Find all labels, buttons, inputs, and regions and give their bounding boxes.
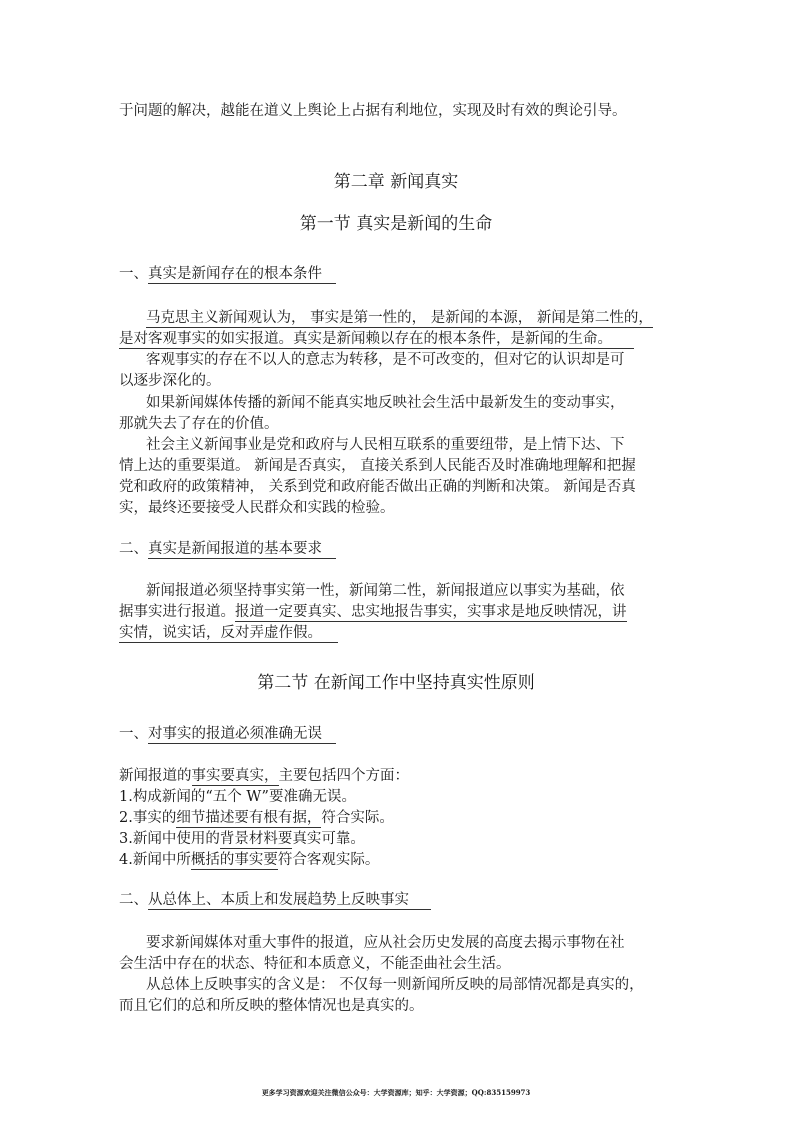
s2-item4: 4.新闻中所概括的事实要符合客观实际。 <box>119 852 380 868</box>
top-line: 于问题的解决，越能在道义上舆论上占据有利地位，实现及时有效的舆论引导。 <box>119 103 627 119</box>
chapter-title: 第二章 新闻真实 <box>333 172 459 192</box>
s2-item2: 2.事实的细节描述要有根有据，符合实际。 <box>119 810 394 826</box>
footer-note: 更多学习资源欢迎关注微信公众号：大学资源库；知乎：大学资源；QQ:835159973 <box>261 1088 531 1097</box>
s1-p1-line2: 是对客观事实的如实报道。真实是新闻赖以存在的根本条件，是新闻的生命。 <box>119 329 634 349</box>
s2-heading1 <box>119 724 336 744</box>
s2-heading1-text: 对事实的报道必须准确无误 <box>148 726 336 744</box>
s2-p1-line2: 会生活中存在的状态、特征和本质意义，不能歪曲社会生活。 <box>119 956 511 972</box>
s1-heading1-text: 真实是新闻存在的根本条件 <box>148 266 336 284</box>
s2-p2-line1: 从总体上反映事实的含义是： 不仅每一则新闻所反映的局部情况都是真实的， <box>146 977 644 993</box>
section1-title: 第一节 真实是新闻的生命 <box>299 214 493 234</box>
s1-heading2 <box>119 539 336 559</box>
s1-p4-line4: 实，最终还要接受人民群众和实践的检验。 <box>119 500 395 516</box>
s1-p2-line2: 以逐步深化的。 <box>119 373 221 389</box>
s1-p5-line1: 新闻报道必须坚持事实第一性，新闻第二性，新闻报道应以事实为基础，依 <box>146 583 625 599</box>
s2-intro: 新闻报道的事实要真实，主要包括四个方面： <box>119 768 409 784</box>
section2-title: 第二节 在新闻工作中坚持真实性原则 <box>257 673 535 693</box>
s2-item3: 3.新闻中使用的背景材料要真实可靠。 <box>119 831 365 847</box>
s2-heading1-prefix: 一、 <box>119 726 148 742</box>
s1-p5-line2: 据事实进行报道。报道一定要真实、忠实地报告事实，实事求是地反映情况，讲 <box>119 604 627 620</box>
s1-p4-line1: 社会主义新闻事业是党和政府与人民相互联系的重要纽带，是上情下达、下 <box>146 437 625 453</box>
s2-item1: 1.构成新闻的“五个 W”要准确无误。 <box>119 789 356 805</box>
s2-heading2-text: 从总体上、本质上和发展趋势上反映事实 <box>148 892 431 910</box>
s1-p4-line3: 党和政府的政策精神， 关系到党和政府能否做出正确的判断和决策。 新闻是否真 <box>119 479 636 495</box>
s1-p5-line3: 实情，说实话，反对弄虚作假。 <box>119 623 338 643</box>
s1-p2-line1: 客观事实的存在不以人的意志为转移，是不可改变的，但对它的认识却是可 <box>146 352 625 368</box>
s2-heading2 <box>119 890 431 910</box>
s2-p1-line1: 要求新闻媒体对重大事件的报道，应从社会历史发展的高度去揭示事物在社 <box>146 935 625 951</box>
s1-heading2-text: 真实是新闻报道的基本要求 <box>148 541 336 559</box>
s1-p4-line2: 情上达的重要渠道。 新闻是否真实， 直接关系到人民能否及时准确地理解和把握 <box>119 458 636 474</box>
s1-p1-line1: 马克思主义新闻观认为， 事实是第一性的， 是新闻的本源， 新闻是第二性的， <box>146 310 653 326</box>
s1-heading2-prefix: 二、 <box>119 541 148 557</box>
s1-p3-line1: 如果新闻媒体传播的新闻不能真实地反映社会生活中最新发生的变动事实， <box>146 395 625 411</box>
s1-p3-line2: 那就失去了存在的价值。 <box>119 416 279 432</box>
s2-p2-line2: 而且它们的总和所反映的整体情况也是真实的。 <box>119 998 424 1014</box>
s2-heading2-prefix: 二、 <box>119 892 148 908</box>
s1-heading1-prefix: 一、 <box>119 266 148 282</box>
s1-heading1 <box>119 264 336 284</box>
